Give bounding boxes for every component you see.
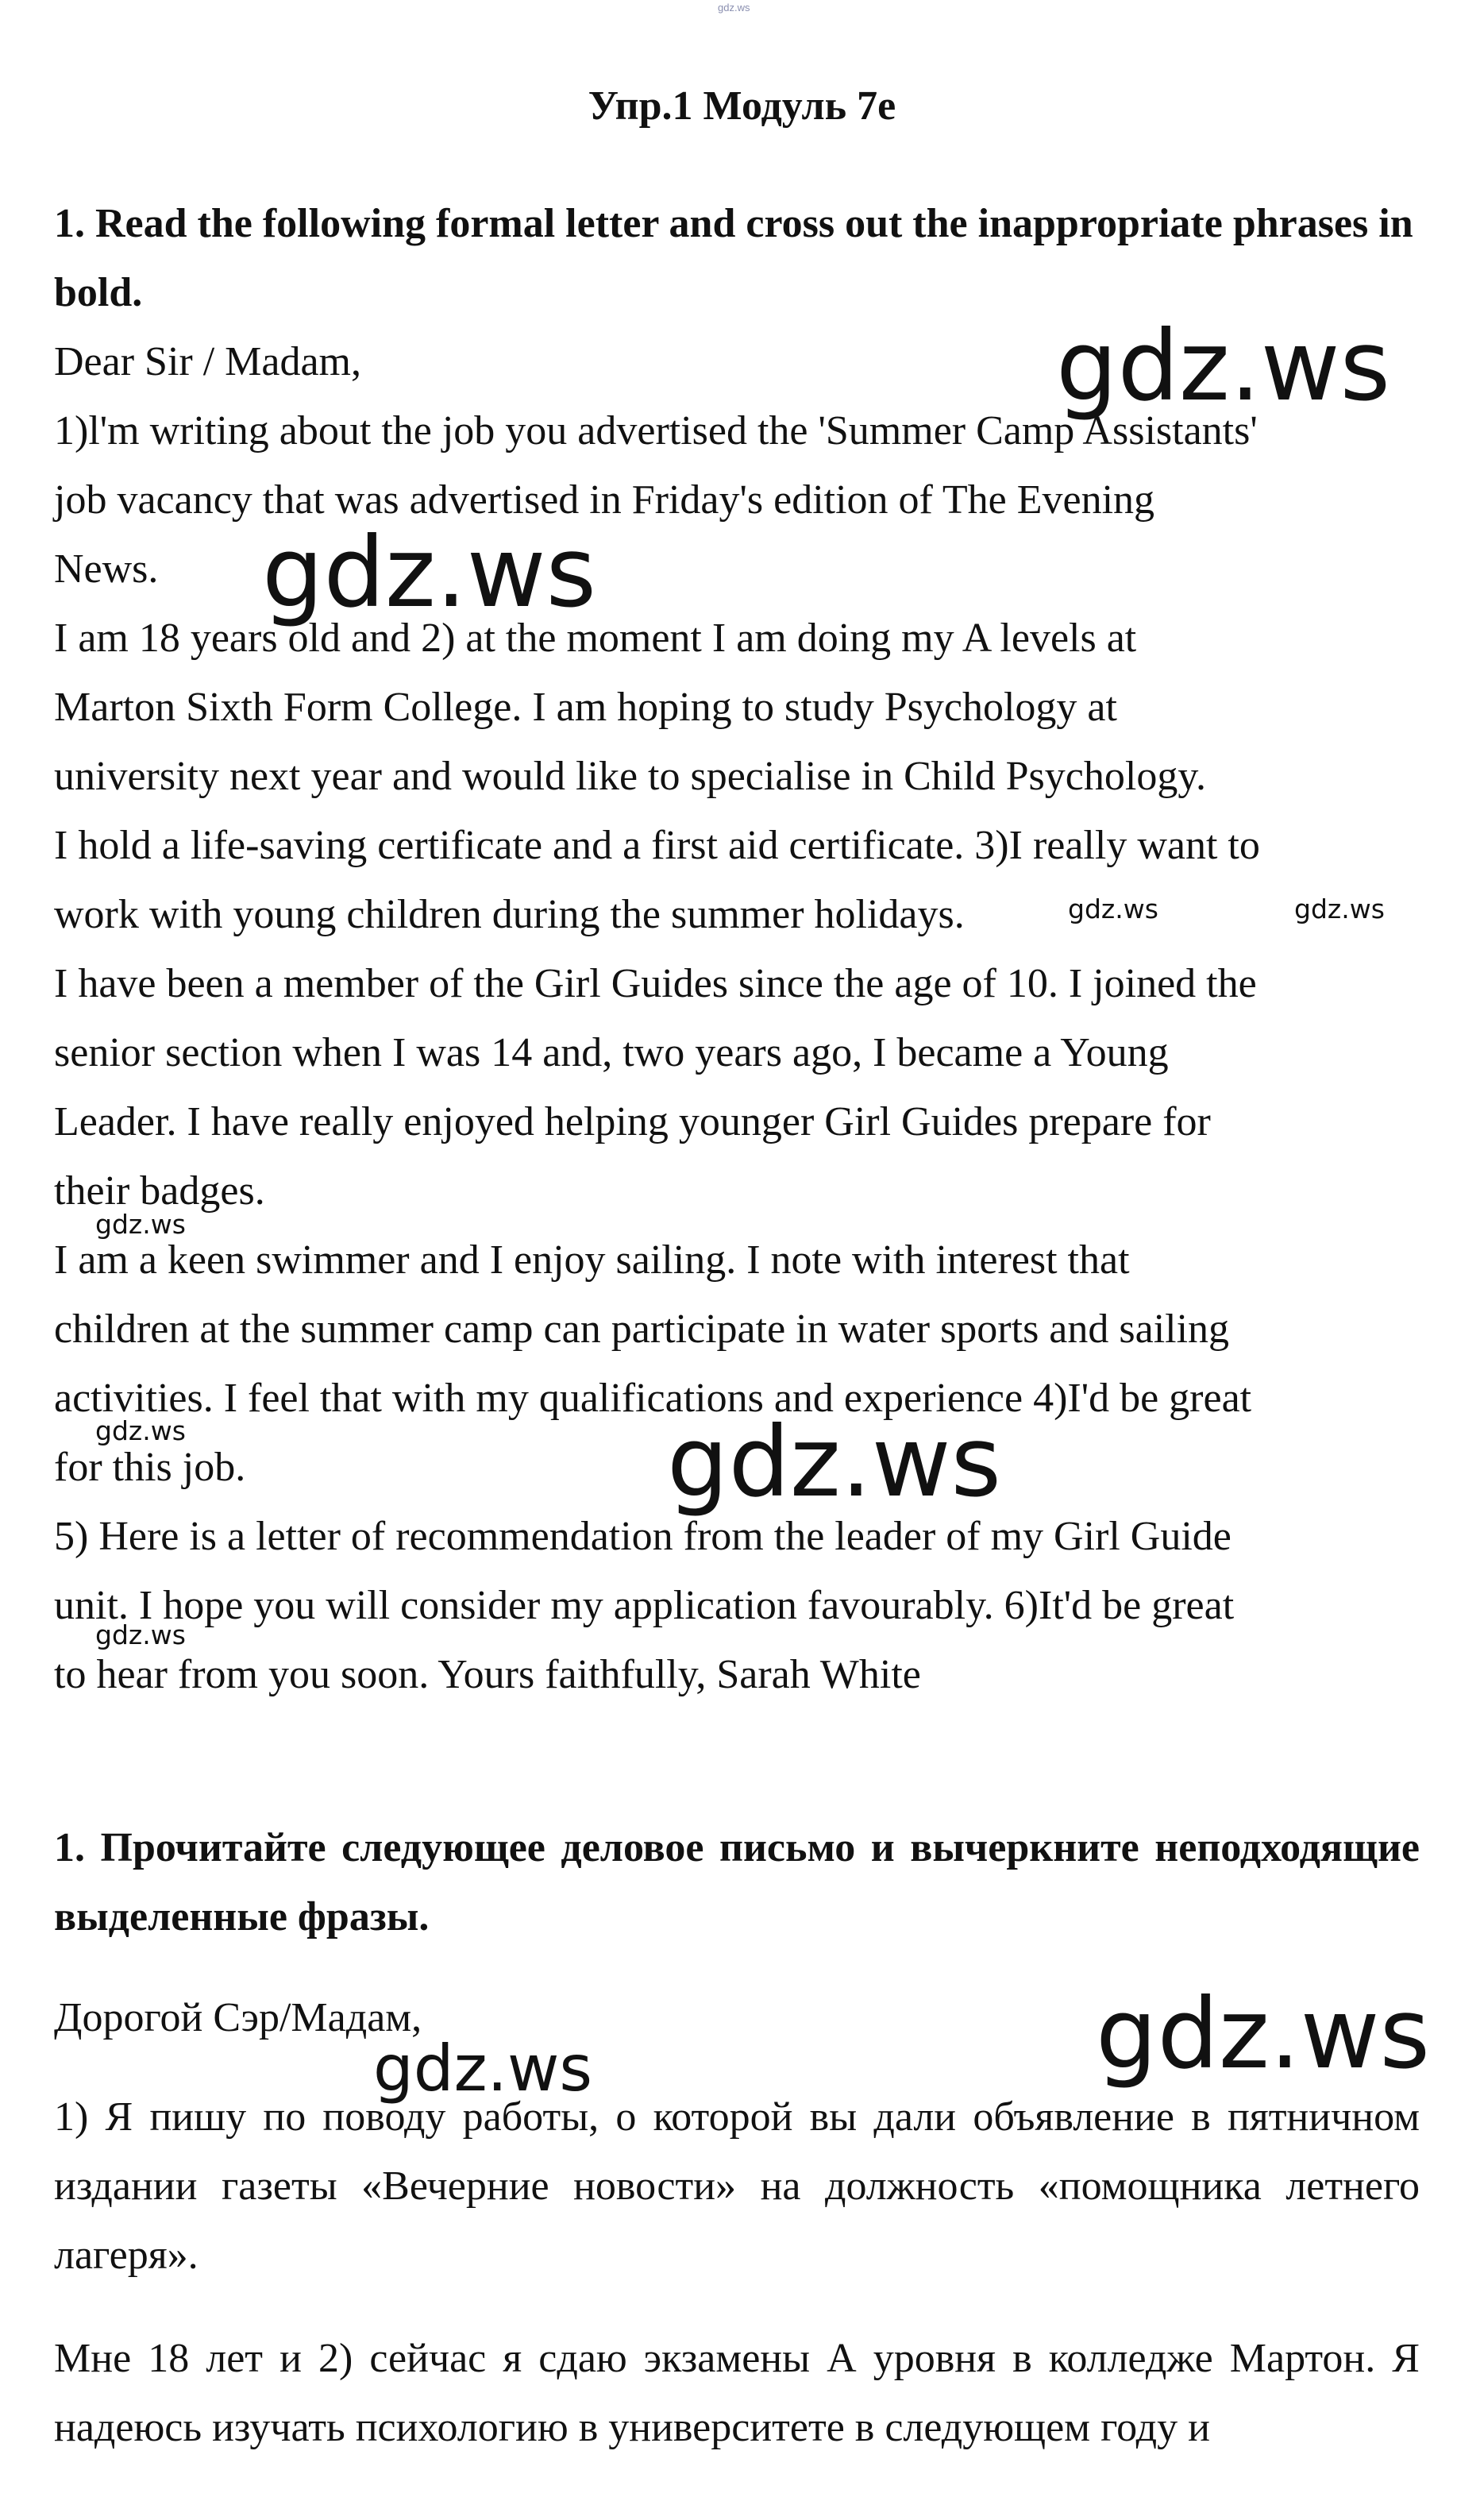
letter-line: for this job. xyxy=(54,1445,246,1490)
watermark-text: gdz.ws xyxy=(262,516,597,629)
watermark-text: gdz.ws xyxy=(1294,893,1385,924)
watermark-text: gdz.ws xyxy=(667,1406,1002,1519)
letter-line: I have been a member of the Girl Guides since the age of 10. I joined the xyxy=(54,961,1257,1006)
letter-line: I hold a life-saving certificate and a first aid certificate. 3)I really want to xyxy=(54,823,1260,868)
letter-line: Marton Sixth Form College. I am hoping to study Psychology at xyxy=(54,685,1117,730)
letter-line: job vacancy that was advertised in Friday's edition of The Evening xyxy=(54,477,1155,523)
letter-line: 5) Here is a letter of recommendation from the leader of my Girl Guide xyxy=(54,1514,1232,1559)
letter-line: I am a keen swimmer and I enjoy sailing. I note with interest that xyxy=(54,1237,1130,1283)
english-task-heading: 1. Read the following formal letter and cross out the inappropriate phrases in bold. xyxy=(54,201,1413,315)
letter-line: Dear Sir / Madam, xyxy=(54,339,362,384)
letter-line: News. xyxy=(54,546,159,592)
letter-line: 1)l'm writing about the job you advertised the 'Summer Camp Assistants' xyxy=(54,408,1258,453)
letter-line: I am 18 years old and 2) at the moment I am doing my A levels at xyxy=(54,616,1137,661)
letter-line: Leader. I have really enjoyed helping younger Girl Guides prepare for xyxy=(54,1099,1211,1144)
letter-line: unit. I hope you will consider my application favourably. 6)It'd be great xyxy=(54,1583,1235,1628)
russian-task-heading: 1. Прочитайте следующее деловое письмо и вычеркните неподходящие выделенные фразы. xyxy=(54,1825,1420,1939)
letter-line: to hear from you soon. Yours faithfully, Sarah White xyxy=(54,1652,921,1697)
watermark-text: gdz.ws xyxy=(95,1415,186,1446)
page-title: Упр.1 Модуль 7е xyxy=(588,83,896,129)
russian-paragraph-1: 1) Я пишу по поводу работы, о которой вы дали объявление в пятничном издании газеты «Вечерние новости» на должность «помощника летнего лагеря». xyxy=(54,2094,1420,2278)
watermark-text: gdz.ws xyxy=(373,2032,593,2105)
letter-line: senior section when I was 14 and, two years ago, I became a Young xyxy=(54,1030,1169,1075)
letter-line: work with young children during the summer holidays. xyxy=(54,892,965,937)
top-watermark: gdz.ws xyxy=(718,2,750,14)
letter-line: university next year and would like to specialise in Child Psychology. xyxy=(54,754,1206,799)
watermark-text: gdz.ws xyxy=(95,1619,186,1650)
russian-greeting: Дорогой Сэр/Мадам, xyxy=(54,1995,422,2040)
letter-line: children at the summer camp can participate in water sports and sailing xyxy=(54,1306,1230,1352)
letter-line: their badges. xyxy=(54,1168,265,1214)
watermark-text: gdz.ws xyxy=(1096,1978,1431,2090)
russian-paragraph-2: Мне 18 лет и 2) сейчас я сдаю экзамены А уровня в колледже Мартон. Я надеюсь изучать психологию в университете в следующем году и xyxy=(54,2336,1420,2450)
letter-line: activities. I feel that with my qualifications and experience 4)I'd be great xyxy=(54,1376,1252,1421)
watermark-text: gdz.ws xyxy=(1056,310,1391,423)
watermark-text: gdz.ws xyxy=(1068,893,1158,924)
watermark-text: gdz.ws xyxy=(95,1209,186,1240)
